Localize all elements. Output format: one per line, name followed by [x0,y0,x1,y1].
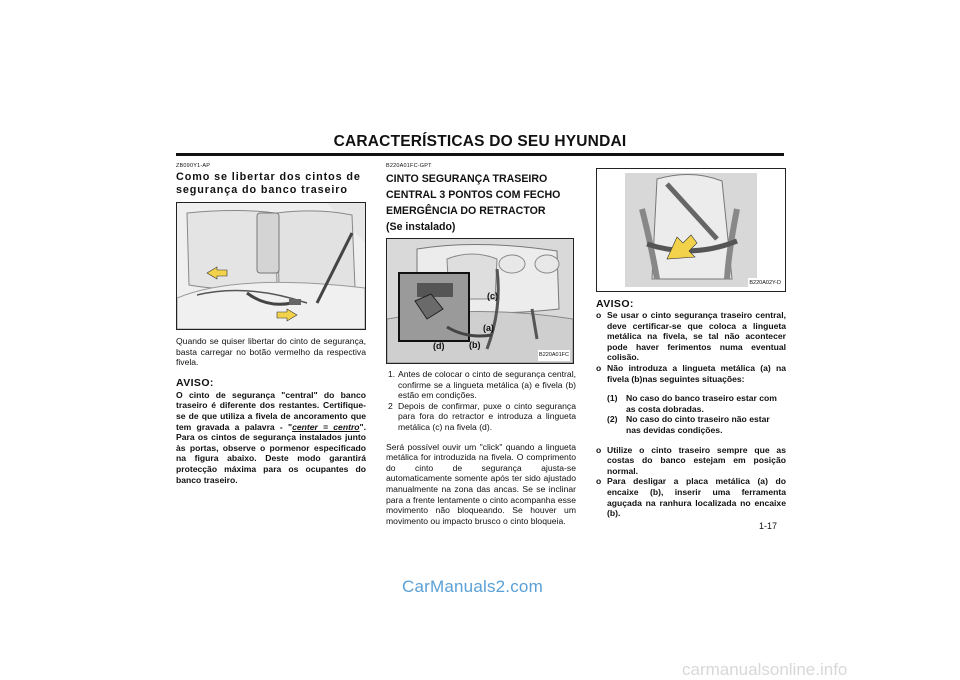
section-code: B220A01FC-GPT [386,163,432,169]
release-paragraph: Quando se quiser libertar do cinto de segurança, basta carregar no botão vermelho da respectiva fivela. [176,336,366,368]
list-item: o Não introduza a lingueta metálica (a) na fivela (b)nas seguintes situações: [596,362,786,384]
list-item: o Se usar o cinto segurança traseiro central, deve certificar-se que coloca a lingueta metálica na fivela, se tal não acontecer pode haver ferimentos numa eventual colisão. [596,310,786,363]
list-item: 2 Depois de confirmar, puxe o cinto segurança para fora do retractor e introduza a lingueta metálica (c) na fivela (d). [388,400,576,432]
warning-title: AVISO: [596,298,634,310]
center-belt-illustration [387,239,573,363]
rear-seat-figure [176,202,366,330]
page-title: CARACTERÍSTICAS DO SEU HYUNDAI [333,133,627,150]
list-item: (2) No caso do cinto traseiro não estar nas devidas condições. [607,414,770,435]
center-belt-figure [386,238,574,364]
list-item: (1) No caso do banco traseiro estar com as costa dobradas. [607,393,777,414]
rear-seat-illustration [177,203,365,329]
centro-keyword: center = centro [292,421,360,432]
figure-code: B220A02Y-D [748,278,782,289]
label-d: (d) [433,341,445,351]
figure-code: B220A01FC [538,350,570,361]
warning-title: AVISO: [176,376,214,389]
right-column [596,163,786,519]
title-rule [176,153,784,156]
steps-list [386,369,576,433]
watermark[interactable]: CarManuals2.com [402,577,543,596]
section-heading: CINTO SEGURANÇA TRASEIRO CENTRAL 3 PONTOS COM FECHO EMERGÊNCIA DO RETRACTOR (Se instalado) [386,173,561,233]
left-column [176,163,366,485]
lap-belt-figure [596,168,786,292]
section-heading: Como se libertar dos cintos de segurança do banco traseiro [176,171,361,196]
middle-column [386,163,576,526]
label-a: (a) [483,323,494,333]
list-item: o Utilize o cinto traseiro sempre que as costas do banco estejam em posição normal. [596,444,786,476]
list-item: o Para desligar a placa metálica (a) do encaixe (b), inserir uma ferramenta aguçada na ranhura localizada no encaixe (b). [596,476,786,519]
footer-watermark: carmanualsonline.info [682,660,848,679]
list-item: 1. Antes de colocar o cinto de segurança central, confirme se a lingueta metálica (a) e fivela (b) estão em condições. [388,369,576,401]
page-number: 1-17 [759,521,778,531]
label-b: (b) [469,340,481,350]
section-code: ZB090Y1-AP [176,163,211,169]
click-paragraph: Será possível ouvir um "click" quando a lingueta metálica for introduzida na fivela. O comprimento do cinto de segurança ajusta-se automaticamente somente após ter sido ajustado manualmente na zona das ancas. Se se inclinar para a frente lentamente o cinto acompanha esse movimento não bloqueando. Se houver um movimento ou impacto brusco o cinto bloqueia. [386,441,576,526]
lap-belt-illustration [597,169,785,291]
warning-text: O cinto de segurança "central" do banco traseiro é diferente dos restantes. Certifique-se de que utiliza a fivela de ancoramento que tem gravada a palavra - "center = centro". Para os cintos de segurança instalados junto às portas, observe o pormenor especificado na figura abaixo. Deste modo garantirá protecção máxima para os ocupantes do banco traseiro. [176,389,367,485]
label-c: (c) [487,291,498,301]
